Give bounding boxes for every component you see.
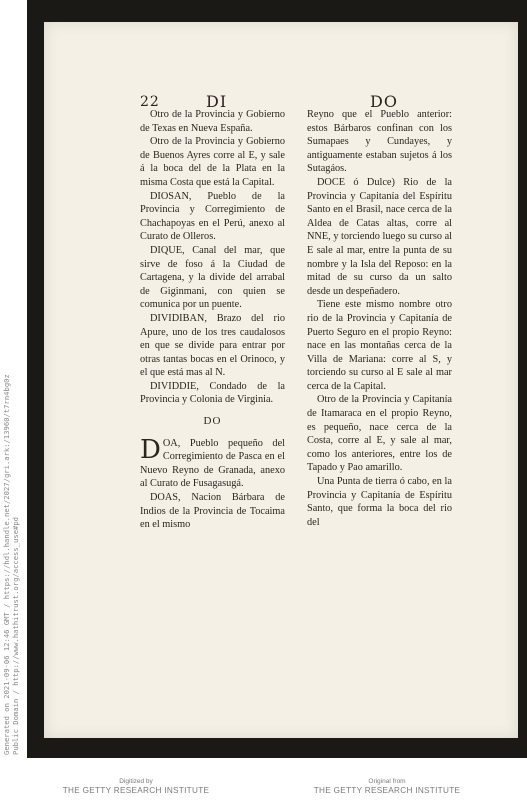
drop-cap: D — [140, 434, 161, 465]
entry-paragraph: DIQUE, Canal del mar, que sirve de foso á la Ciudad de Cartagena, y la divide del arrabal de Giginmani, con quien se comunica por un puente. — [140, 244, 285, 311]
left-column — [140, 108, 285, 532]
footer-digitized — [36, 778, 236, 796]
header-right: DO — [370, 92, 398, 111]
footer-digitized-label: Digitized by — [119, 778, 153, 785]
generation-note-line-2: Public Domain / http://www.hathitrust.org/access_use#pd — [11, 517, 20, 755]
page-number: 22 — [140, 94, 160, 110]
entry-text: OA, Pueblo pequeño del Corregimiento de Pasca en el Nuevo Reyno de Granada, anexo al Curato de Fusagasugá. — [140, 437, 285, 490]
section-heading: DO — [203, 415, 222, 428]
entry-paragraph: Una Punta de tierra ó cabo, en la Provincia y Capitanía de Espíritu Santo, que forma la boca del rio del — [307, 476, 452, 528]
header-left: DI — [206, 92, 228, 111]
entry-paragraph: DIOSAN, Pueblo de la Provincia y Corregimiento de Chachapoyas en el Perú, anexo al Curato de Olleros. — [140, 190, 285, 243]
entry-paragraph: Tiene este mismo nombre otro rio de la Provincia y Capitanía de Puerto Seguro en el propio Reyno: nace en las montañas cerca de la Villa de Mariana: corre al S, y torciendo su curso al E sale al mar cerca de la Capital. — [307, 299, 452, 392]
entry-paragraph: Otro de la Provincia y Capitanía de Itamaraca en el propio Reyno, es pequeño, nace cerca de la Costa, corre al E, y sale al mar, como los anteriores, entre los de Tapado y Pao amarillo. — [307, 394, 452, 474]
generation-note-line-1: Generated on 2021-09-06 12:46 GMT / https://hdl.handle.net/2027/gri.ark:/13960/t7rn4bg0z — [2, 374, 11, 755]
footer-original-label: Original from — [368, 778, 406, 785]
entry-paragraph-dropcap — [140, 434, 285, 491]
entry-paragraph: DIVIDDIE, Condado de la Provincia y Colonia de Virginia. — [140, 380, 285, 406]
entry-paragraph: Otro de la Provincia y Gobierno de Texas en Nueva España. — [140, 109, 285, 134]
entry-paragraph: DOCE ó Dulce) Rio de la Provincia y Capitanía del Espíritu Santo en el Brasil, nace cerca de la Aldea de Catas altas, corre al NNE, y torciendo luego su curso al E sale al mar, entre la punta de su nombre y la Isla del Reposo: en la mitad de su curso da un salto desde un despeñadero. — [307, 176, 452, 297]
entry-paragraph: Reyno que el Pueblo anterior: estos Bárbaros confinan con los Sumapaes y Cundayes, y antiguamente estaban sujetos á los Sutagáos. — [307, 109, 452, 175]
entry-paragraph: Otro de la Provincia y Gobierno de Buenos Ayres corre al E, y sale á la boca del de la Plata en la misma Costa que está la Capital. — [140, 136, 285, 188]
footer-original-org: THE GETTY RESEARCH INSTITUTE — [313, 786, 461, 795]
entry-paragraph: DOAS, Nacion Bárbara de Indios de la Provincia de Tocaima en el mismo — [140, 492, 285, 531]
entry-paragraph: DIVIDIBAN, Brazo del rio Apure, uno de los tres caudalosos en que se divide para entrar por otras tantas bocas en el Orinoco, y el que está mas al N. — [140, 312, 285, 379]
right-column — [307, 108, 452, 529]
generation-note — [2, 374, 20, 755]
footer-original — [287, 778, 487, 796]
footer-digitized-org: THE GETTY RESEARCH INSTITUTE — [62, 786, 210, 795]
